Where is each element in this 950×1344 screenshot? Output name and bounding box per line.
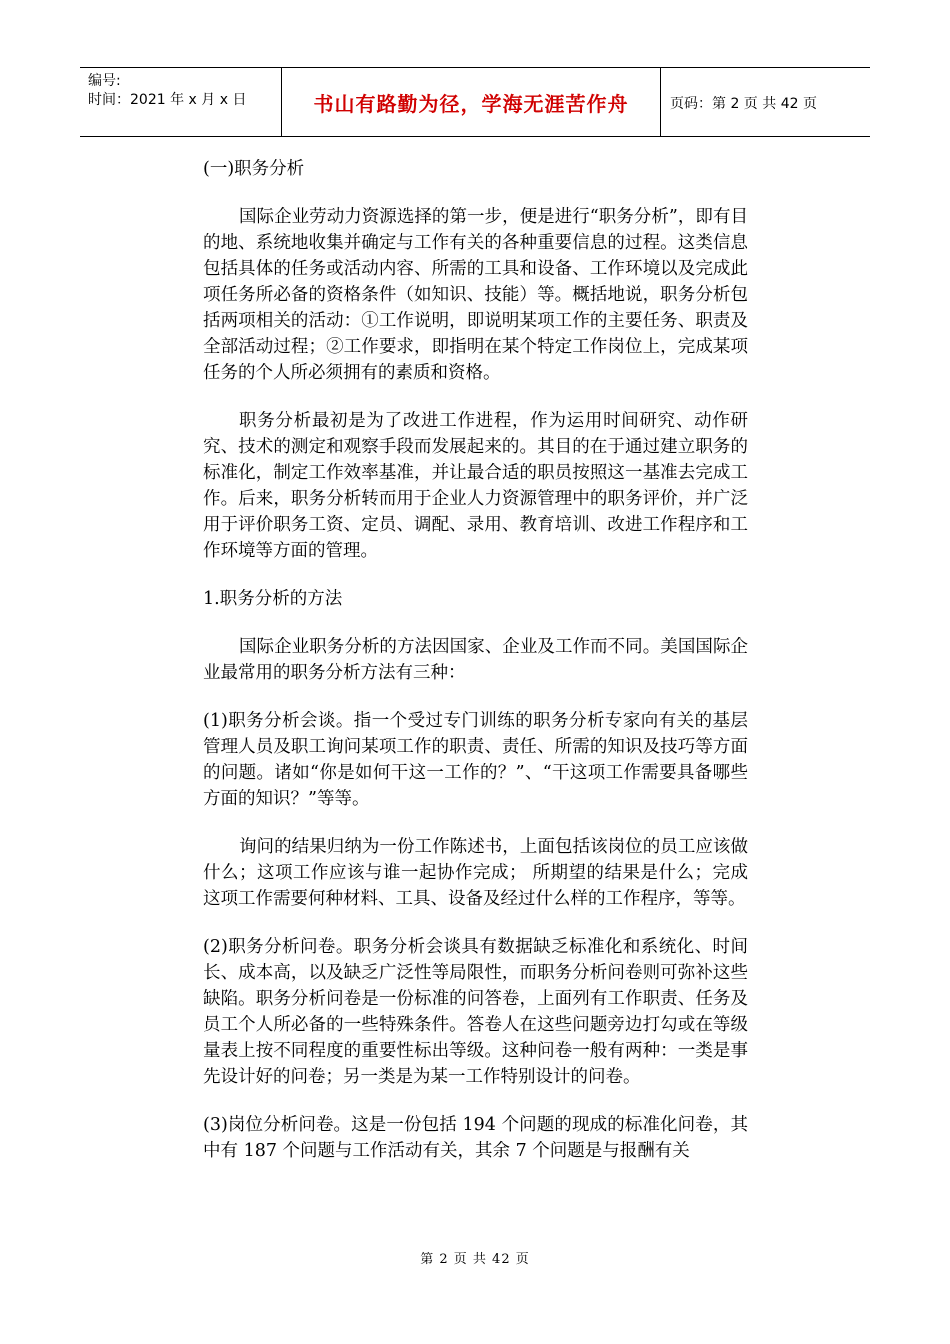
page-footer: 第 2 页 共 42 页 bbox=[420, 1252, 530, 1267]
header-meta bbox=[88, 72, 246, 110]
method-item: (3)岗位分析问卷。这是一份包括 194 个问题的现成的标准化问卷，其中有 187 个问题与工作活动有关，其余 7 个问题是与报酬有关 bbox=[203, 1115, 748, 1161]
document-number-label: 编号: bbox=[88, 73, 121, 89]
paragraph: 国际企业职务分析的方法因国家、企业及工作而不同。美国国际企业最常用的职务分析方法有三种： bbox=[203, 637, 748, 683]
section-title: (一)职务分析 bbox=[203, 159, 305, 179]
subsection-title: 1.职务分析的方法 bbox=[203, 589, 343, 609]
method-item: (2)职务分析问卷。职务分析会谈具有数据缺乏标准化和系统化、时间长、成本高，以及缺乏广泛性等局限性，而职务分析问卷则可弥补这些缺陷。职务分析问卷是一份标准的问答卷，上面列有工作职责、任务及员工个人所必备的一些特殊条件。答卷人在这些问题旁边打勾或在等级量表上按不同程度的重要性标出等级。这种问卷一般有两种：一类是事先设计好的问卷；另一类是为某一工作特别设计的问卷。 bbox=[203, 937, 748, 1087]
header-page-info: 页码：第 2 页 共 42 页 bbox=[670, 96, 817, 112]
paragraph: 询问的结果归纳为一份工作陈述书，上面包括该岗位的员工应该做什么；这项工作应该与谁一起协作完成； 所期望的结果是什么；完成这项工作需要何种材料、工具、设备及经过什么样的工作程序，等等。 bbox=[203, 837, 748, 909]
method-item: (1)职务分析会谈。指一个受过专门训练的职务分析专家向有关的基层管理人员及职工询问某项工作的职责、责任、所需的知识及技巧等方面的问题。诸如“你是如何干这一工作的？”、“干这项工作需要具备哪些方面的知识？”等等。 bbox=[203, 711, 748, 809]
document-body bbox=[203, 156, 748, 1186]
document-date: 时间：2021 年 x 月 x 日 bbox=[88, 92, 247, 108]
header-divider bbox=[660, 68, 661, 136]
paragraph: 职务分析最初是为了改进工作进程，作为运用时间研究、动作研究、技术的测定和观察手段而发展起来的。其目的在于通过建立职务的标准化，制定工作效率基准，并让最合适的职员按照这一基准去完成工作。后来，职务分析转而用于企业人力资源管理中的职务评价，并广泛用于评价职务工资、定员、调配、录用、教育培训、改进工作程序和工作环境等方面的管理。 bbox=[203, 411, 748, 561]
paragraph: 国际企业劳动力资源选择的第一步，便是进行“职务分析”，即有目的地、系统地收集并确定与工作有关的各种重要信息的过程。这类信息包括具体的任务或活动内容、所需的工具和设备、工作环境以及完成此项任务所必备的资格条件（如知识、技能）等。概括地说，职务分析包括两项相关的活动：①工作说明，即说明某项工作的主要任务、职责及全部活动过程；②工作要求，即指明在某个特定工作岗位上，完成某项任务的个人所必须拥有的素质和资格。 bbox=[203, 207, 748, 383]
header-motto: 书山有路勤为径，学海无涯苦作舟 bbox=[313, 91, 629, 116]
page-header bbox=[80, 67, 870, 137]
